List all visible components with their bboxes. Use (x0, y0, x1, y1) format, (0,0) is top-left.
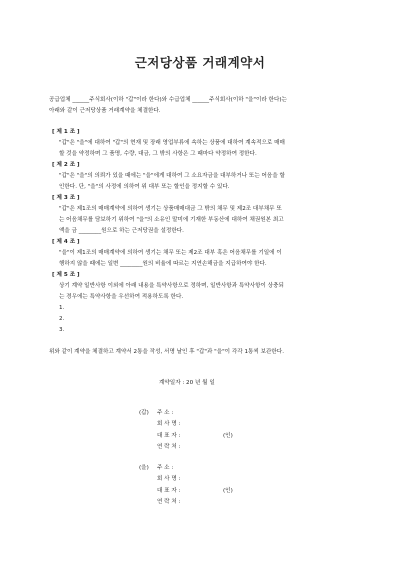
party-gap-representative: 대 표 자 : (157, 433, 181, 439)
article-4-line-2: 행하지 않을 때에는 일변 ________원의 비율에 따르는 지연손해금을 지급하여야 한다. (59, 261, 267, 267)
article-5-line-1: 상기 계약 일반사항 이외에 아래 내용을 특약사항으로 정하며, 일반사항과 특약사항이 상충되 (59, 283, 284, 289)
article-5-line-2: 는 경우에는 특약사항을 우선하여 적용하도록 한다. (59, 294, 184, 300)
article-4-line-1: "을"이 제1조의 매매계약에 의하여 생기는 채무 또는 제2조 대부 혹은 어음채무를 기일에 이 (59, 250, 282, 256)
contract-date: 계약일자 : 20 년 월 일 (159, 380, 215, 386)
article-3-line-1: "갑"은 제1조의 매매계약에 의하여 생기는 상품매매대금 그 밖의 채무 및 제2조 대부채무 또 (59, 206, 282, 212)
party-gap-seal: (인) (223, 433, 233, 439)
party-gap-label: (갑) (139, 410, 149, 416)
intro-line-1: 공급업체 ______주식회사(이하 "갑"이라 한다)와 수급업체 ______주식회사(이하 "을"이라 한다)는 (49, 97, 287, 103)
special-term-item-1: 1. (59, 305, 65, 311)
party-eul-contact: 연 락 처 : (157, 499, 181, 505)
special-term-item-2: 2. (59, 316, 65, 322)
article-3-heading: [ 제 3 조 ] (52, 195, 80, 201)
party-eul-label: (을) (139, 465, 149, 471)
party-gap-address: 주 소 : (157, 410, 174, 416)
article-1-line-2: 할 것을 약정하며 그 품명, 수량, 대금, 그 밖의 사항은 그 때마다 약정하여 정한다. (59, 151, 257, 157)
party-gap-company: 회 사 명 : (157, 421, 181, 427)
party-eul-company: 회 사 명 : (157, 476, 181, 482)
article-2-line-2: 인한다. 단, "을"의 사정에 의하여 위 대부 또는 할인을 정지할 수 있다. (59, 184, 230, 190)
article-1-line-1: "갑"은 "을"에 대하여 "갑"의 현재 및 장래 영업부류에 속하는 상품에 대하여 계속적으로 매매 (59, 140, 285, 146)
article-2-heading: [ 제 2 조 ] (52, 162, 80, 168)
document-title: 근저당상품 거래계약서 (134, 55, 266, 70)
article-4-heading: [ 제 4 조 ] (52, 239, 80, 245)
article-5-heading: [ 제 5 조 ] (52, 272, 80, 278)
article-2-line-1: "갑"은 "을"의 의뢰가 있을 때에는 "을"에게 대하여 그 소요자금을 대부하거나 또는 어음을 할 (59, 173, 285, 179)
party-eul-representative: 대 표 자 : (157, 488, 181, 494)
party-eul-seal: (인) (223, 488, 233, 494)
intro-line-2: 아래와 같이 근저당상품 거래계약을 체결한다. (49, 108, 161, 114)
article-3-line-3: 액을 금 ________원으로 하는 근저당권을 설정한다. (59, 228, 184, 234)
closing-statement: 위와 같이 계약을 체결하고 계약서 2통을 작성, 서명 날인 후 "갑"과 "을"이 각각 1통씩 보관한다. (49, 349, 284, 355)
article-3-line-2: 는 어음채무를 담보하기 위하여 "을"의 소유인 말미에 기재한 부동산에 대하여 채권원본 최고 (59, 217, 284, 223)
party-gap-contact: 연 락 처 : (157, 444, 181, 450)
party-eul-address: 주 소 : (157, 465, 174, 471)
special-term-item-3: 3. (59, 327, 65, 333)
article-1-heading: [ 제 1 조 ] (52, 129, 80, 135)
